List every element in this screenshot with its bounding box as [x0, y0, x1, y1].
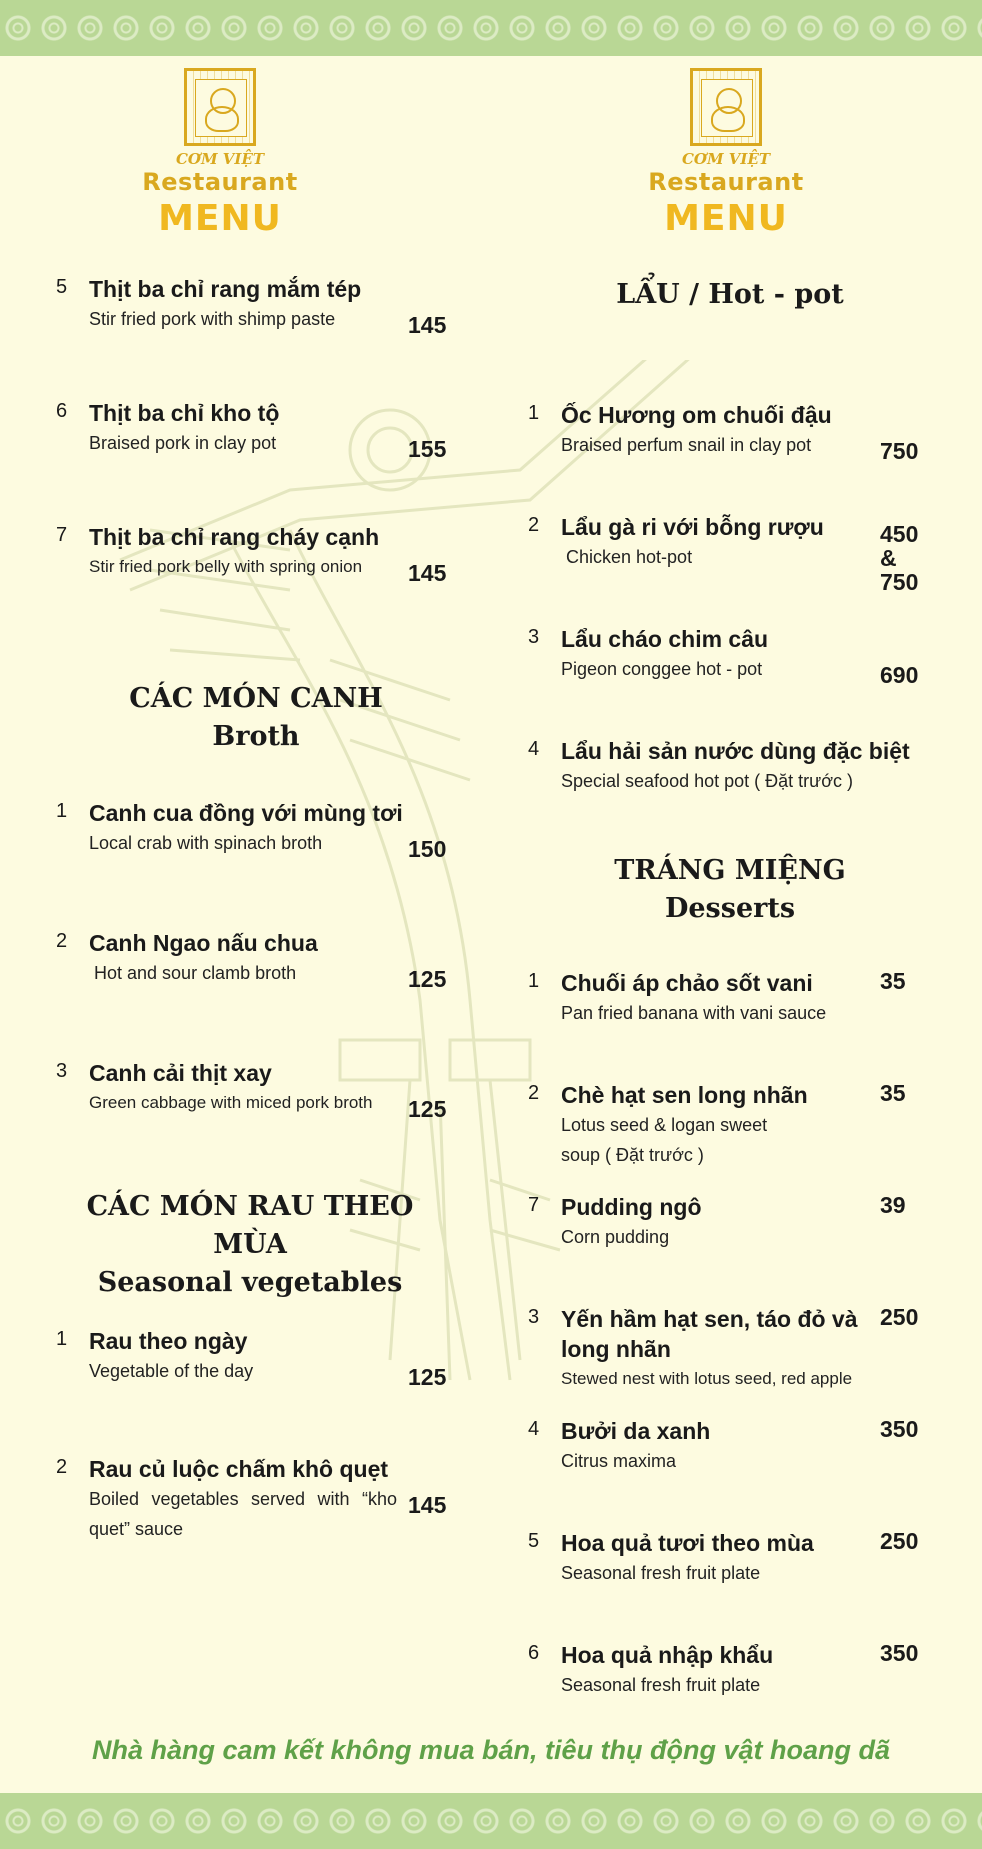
- item-description: Hot and sour clamb broth: [89, 963, 297, 983]
- item-description: Corn pudding: [561, 1227, 670, 1247]
- item-number: 7: [56, 524, 68, 546]
- item-price: 690: [880, 662, 919, 688]
- item-number: 7: [528, 1194, 540, 1216]
- item-description: Stir fried pork belly with spring onion: [89, 557, 363, 576]
- item-price: 125: [408, 966, 447, 992]
- item-price: 250: [880, 1528, 919, 1554]
- item-number: 3: [528, 1306, 540, 1328]
- bottom-decorative-band: [0, 1793, 982, 1849]
- item-name: Thịt ba chỉ rang mắm tép: [89, 276, 362, 302]
- section-subtitle: Desserts: [664, 893, 796, 924]
- item-description: Boiled vegetables served with “kho quet” sauce: [89, 1489, 397, 1539]
- brand-name: CƠM VIỆT: [175, 150, 265, 168]
- item-price: 145: [408, 560, 447, 586]
- item-name: Canh cải thịt xay: [89, 1060, 272, 1086]
- item-name: Rau theo ngày: [89, 1328, 248, 1354]
- item-price: 350: [880, 1416, 919, 1442]
- item-name: Bưởi da xanh: [561, 1418, 711, 1444]
- item-name: Yến hầm hạt sen, táo đỏ và long nhãn: [561, 1306, 858, 1362]
- top-decorative-band: [0, 0, 982, 56]
- item-number: 6: [528, 1642, 540, 1664]
- item-description: Seasonal fresh fruit plate: [561, 1675, 761, 1695]
- item-price: 125: [408, 1096, 447, 1122]
- item-name: Lẩu hải sản nước dùng đặc biệt: [561, 738, 910, 764]
- item-description: Vegetable of the day: [89, 1361, 254, 1381]
- item-number: 1: [528, 970, 540, 992]
- item-number: 3: [56, 1060, 68, 1082]
- brand-name: CƠM VIỆT: [681, 150, 771, 168]
- item-price: 150: [408, 836, 447, 862]
- item-name: Pudding ngô: [561, 1194, 702, 1220]
- item-price: 155: [408, 436, 447, 462]
- item-number: 2: [56, 1456, 68, 1478]
- wildlife-pledge-footer: Nhà hàng cam kết không mua bán, tiêu thụ động vật hoang dã: [91, 1735, 891, 1765]
- menu-title: MENU: [158, 198, 282, 239]
- section-title: CÁC MÓN RAU THEO MÙA: [86, 1191, 414, 1260]
- item-description: Braised pork in clay pot: [89, 433, 277, 453]
- item-name: Lẩu gà ri với bỗng rượu: [561, 514, 824, 540]
- item-price: 125: [408, 1364, 447, 1390]
- item-name: Lẩu cháo chim câu: [561, 626, 769, 652]
- section-heading-hotpot: [530, 276, 930, 314]
- item-name: Chuối áp chảo sốt vani: [561, 970, 813, 996]
- item-price: 450 & 750: [880, 521, 919, 595]
- item-price: 35: [880, 968, 906, 994]
- item-number: 4: [528, 738, 540, 760]
- item-number: 1: [56, 1328, 68, 1350]
- item-name: Thịt ba chỉ rang cháy cạnh: [89, 524, 380, 550]
- item-description: Local crab with spinach broth: [89, 833, 323, 853]
- section-subtitle: Seasonal vegetables: [97, 1267, 403, 1298]
- item-name: Thịt ba chỉ kho tộ: [89, 400, 280, 426]
- item-name: Ốc Hương om chuối đậu: [561, 402, 832, 428]
- item-number: 5: [528, 1530, 540, 1552]
- restaurant-title: Restaurant: [142, 168, 298, 196]
- section-heading-vegetables: [50, 1188, 450, 1302]
- item-number: 2: [528, 514, 540, 536]
- item-number: 1: [56, 800, 68, 822]
- item-price: 145: [408, 1492, 447, 1518]
- restaurant-logo-icon: [184, 68, 256, 146]
- item-description: Special seafood hot pot ( Đặt trước ): [561, 771, 853, 791]
- item-number: 6: [56, 400, 68, 422]
- item-name: Canh Ngao nấu chua: [89, 930, 318, 956]
- item-price: 39: [880, 1192, 906, 1218]
- item-description: Citrus maxima: [561, 1451, 677, 1471]
- item-name: Rau củ luộc chấm khô quẹt: [89, 1456, 389, 1482]
- section-heading-broth: [56, 680, 456, 756]
- item-number: 1: [528, 402, 540, 424]
- item-price: 250: [880, 1304, 919, 1330]
- item-description: Braised perfum snail in clay pot: [561, 435, 812, 455]
- item-number: 5: [56, 276, 68, 298]
- section-title: LẨU / Hot - pot: [616, 279, 844, 310]
- item-description: Chicken hot-pot: [561, 547, 693, 567]
- item-description: Lotus seed & logan sweet soup ( Đặt trước ): [561, 1115, 768, 1165]
- item-price: 35: [880, 1080, 906, 1106]
- item-description: Pan fried banana with vani sauce: [561, 1003, 827, 1023]
- item-description: Seasonal fresh fruit plate: [561, 1563, 761, 1583]
- item-name: Hoa quả nhập khẩu: [561, 1642, 774, 1668]
- section-heading-desserts: [530, 852, 930, 928]
- menu-title: MENU: [664, 198, 788, 239]
- item-number: 3: [528, 626, 540, 648]
- item-price: 750: [880, 438, 919, 464]
- restaurant-title: Restaurant: [648, 168, 804, 196]
- section-title: CÁC MÓN CANH: [129, 683, 383, 714]
- item-description: Green cabbage with miced pork broth: [89, 1093, 373, 1112]
- item-number: 4: [528, 1418, 540, 1440]
- item-description: Stewed nest with lotus seed, red apple: [561, 1369, 853, 1388]
- item-price: 145: [408, 312, 447, 338]
- section-title: TRÁNG MIỆNG: [614, 855, 846, 886]
- restaurant-logo-icon: [690, 68, 762, 146]
- item-name: Canh cua đồng với mùng tơi: [89, 800, 403, 826]
- item-number: 2: [528, 1082, 540, 1104]
- section-subtitle: Broth: [212, 721, 300, 752]
- item-price: 350: [880, 1640, 919, 1666]
- item-number: 2: [56, 930, 68, 952]
- item-description: Stir fried pork with shimp paste: [89, 309, 336, 329]
- item-name: Hoa quả tươi theo mùa: [561, 1530, 814, 1556]
- item-description: Pigeon conggee hot - pot: [561, 659, 763, 679]
- item-name: Chè hạt sen long nhãn: [561, 1082, 808, 1108]
